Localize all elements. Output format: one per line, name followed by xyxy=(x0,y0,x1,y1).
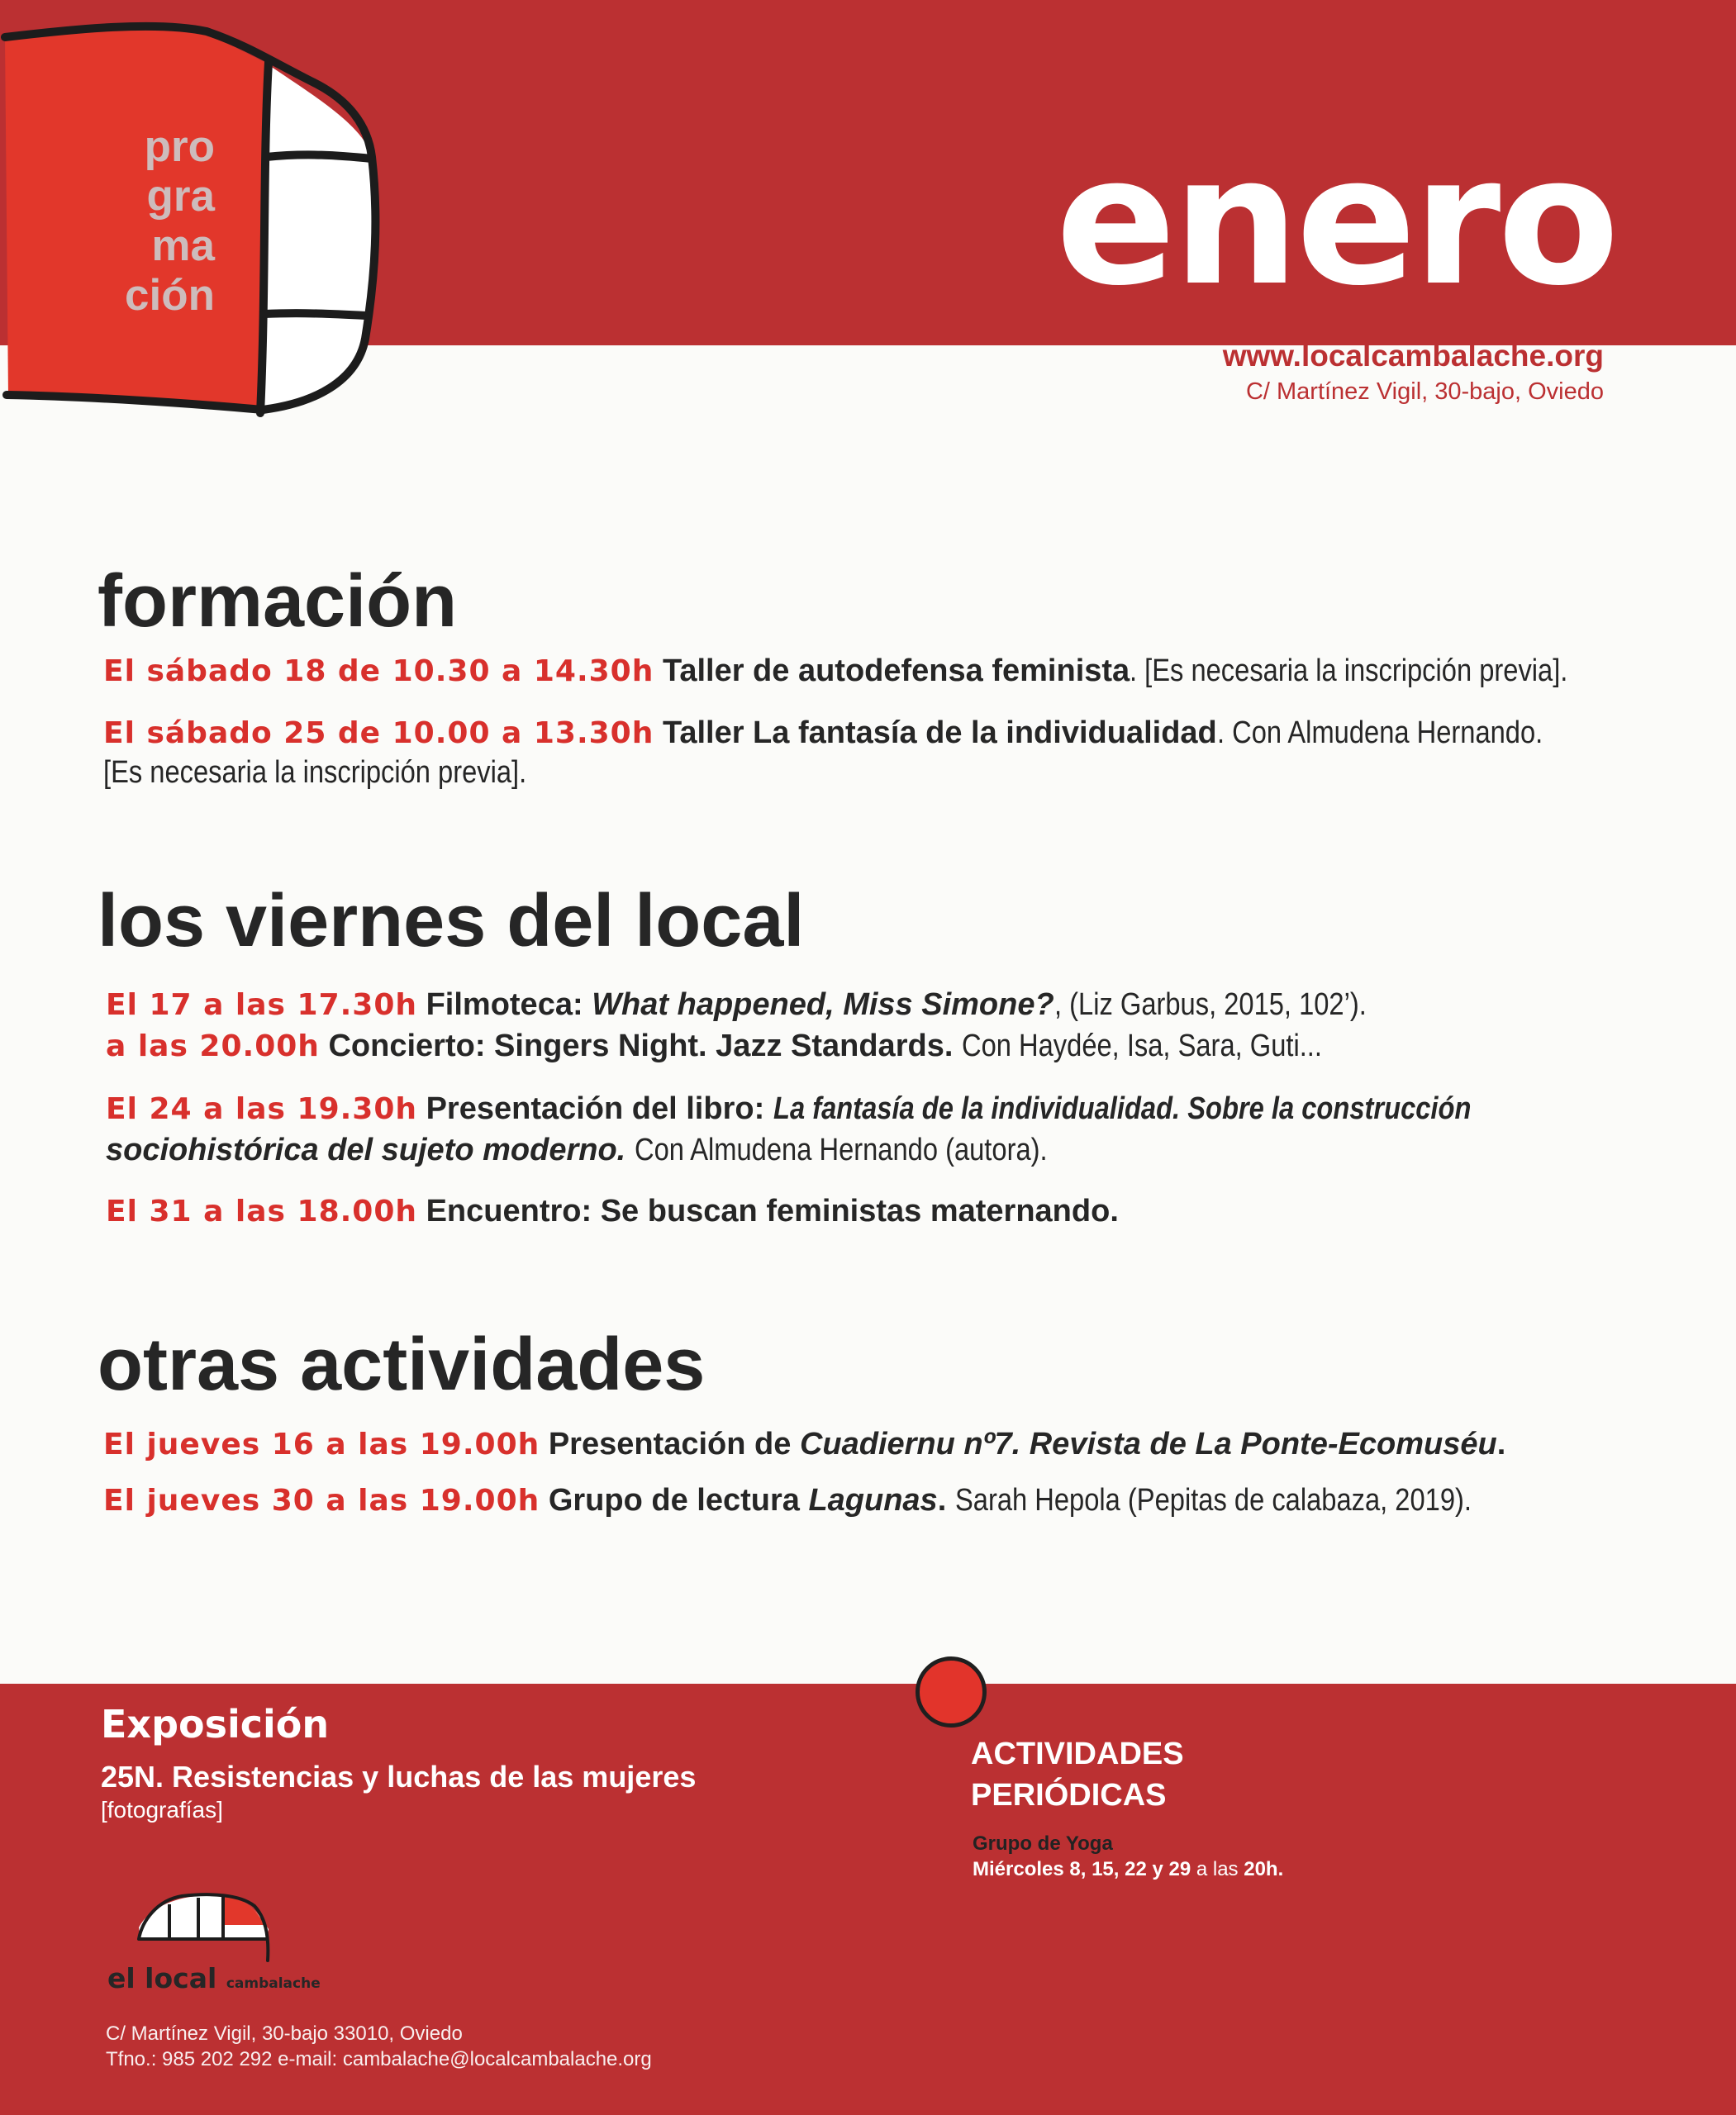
website-link[interactable]: www.localcambalache.org xyxy=(1222,339,1604,373)
section-title-otras: otras actividades xyxy=(98,1324,706,1406)
decorative-dot xyxy=(916,1656,987,1728)
section-title-formacion: formación xyxy=(98,560,458,643)
event-item-continuation: [Es necesaria la inscripción previa]. xyxy=(103,755,527,790)
event-item: El 31 a las 18.00h Encuentro: Se buscan feministas maternando. xyxy=(106,1194,1119,1229)
month-title: enero xyxy=(1055,117,1616,325)
event-item: El sábado 18 de 10.30 a 14.30h Taller de autodefensa feminista. [Es necesaria la inscripción previa]. xyxy=(103,654,1568,688)
el-local-logo-icon xyxy=(132,1863,281,1966)
event-item: El jueves 30 a las 19.00h Grupo de lectura Lagunas. Sarah Hepola (Pepitas de calabaza, 2019). xyxy=(103,1483,1472,1518)
exposicion-note: [fotografías] xyxy=(101,1797,223,1823)
programacion-label: pro gra ma ción xyxy=(125,122,215,320)
exposicion-subtitle: 25N. Resistencias y luchas de las mujeres xyxy=(101,1760,697,1794)
yoga-group-name: Grupo de Yoga xyxy=(973,1832,1113,1855)
event-item: El 17 a las 17.30h Filmoteca: What happened, Miss Simone?, (Liz Garbus, 2015, 102’). xyxy=(106,987,1367,1022)
el-local-brand: el local cambalache xyxy=(107,1962,321,1994)
footer-contact: C/ Martínez Vigil, 30-bajo 33010, Oviedo Tfno.: 985 202 292 e-mail: cambalache@localcambalache.org xyxy=(106,2022,652,2070)
section-title-viernes: los viernes del local xyxy=(98,880,805,962)
yoga-schedule: Miércoles 8, 15, 22 y 29 a las 20h. xyxy=(973,1858,1284,1880)
header-address: C/ Martínez Vigil, 30-bajo, Oviedo xyxy=(1245,378,1604,405)
event-item: El 24 a las 19.30h Presentación del libro: La fantasía de la individualidad. Sobre la construcción xyxy=(106,1091,1472,1126)
exposicion-title: Exposición xyxy=(101,1702,330,1747)
event-item: a las 20.00h Concierto: Singers Night. Jazz Standards. Con Haydée, Isa, Sara, Guti... xyxy=(106,1029,1322,1063)
event-item-continuation: sociohistórica del sujeto moderno. Con Almudena Hernando (autora). xyxy=(106,1133,1048,1167)
event-item: El jueves 16 a las 19.00h Presentación de Cuadiernu nº7. Revista de La Ponte-Ecomuséu. xyxy=(103,1427,1506,1461)
periodicas-title: ACTIVIDADES PERIÓDICAS xyxy=(971,1737,1184,1813)
event-item: El sábado 25 de 10.00 a 13.30h Taller La fantasía de la individualidad. Con Almudena Hernando. xyxy=(103,715,1543,750)
